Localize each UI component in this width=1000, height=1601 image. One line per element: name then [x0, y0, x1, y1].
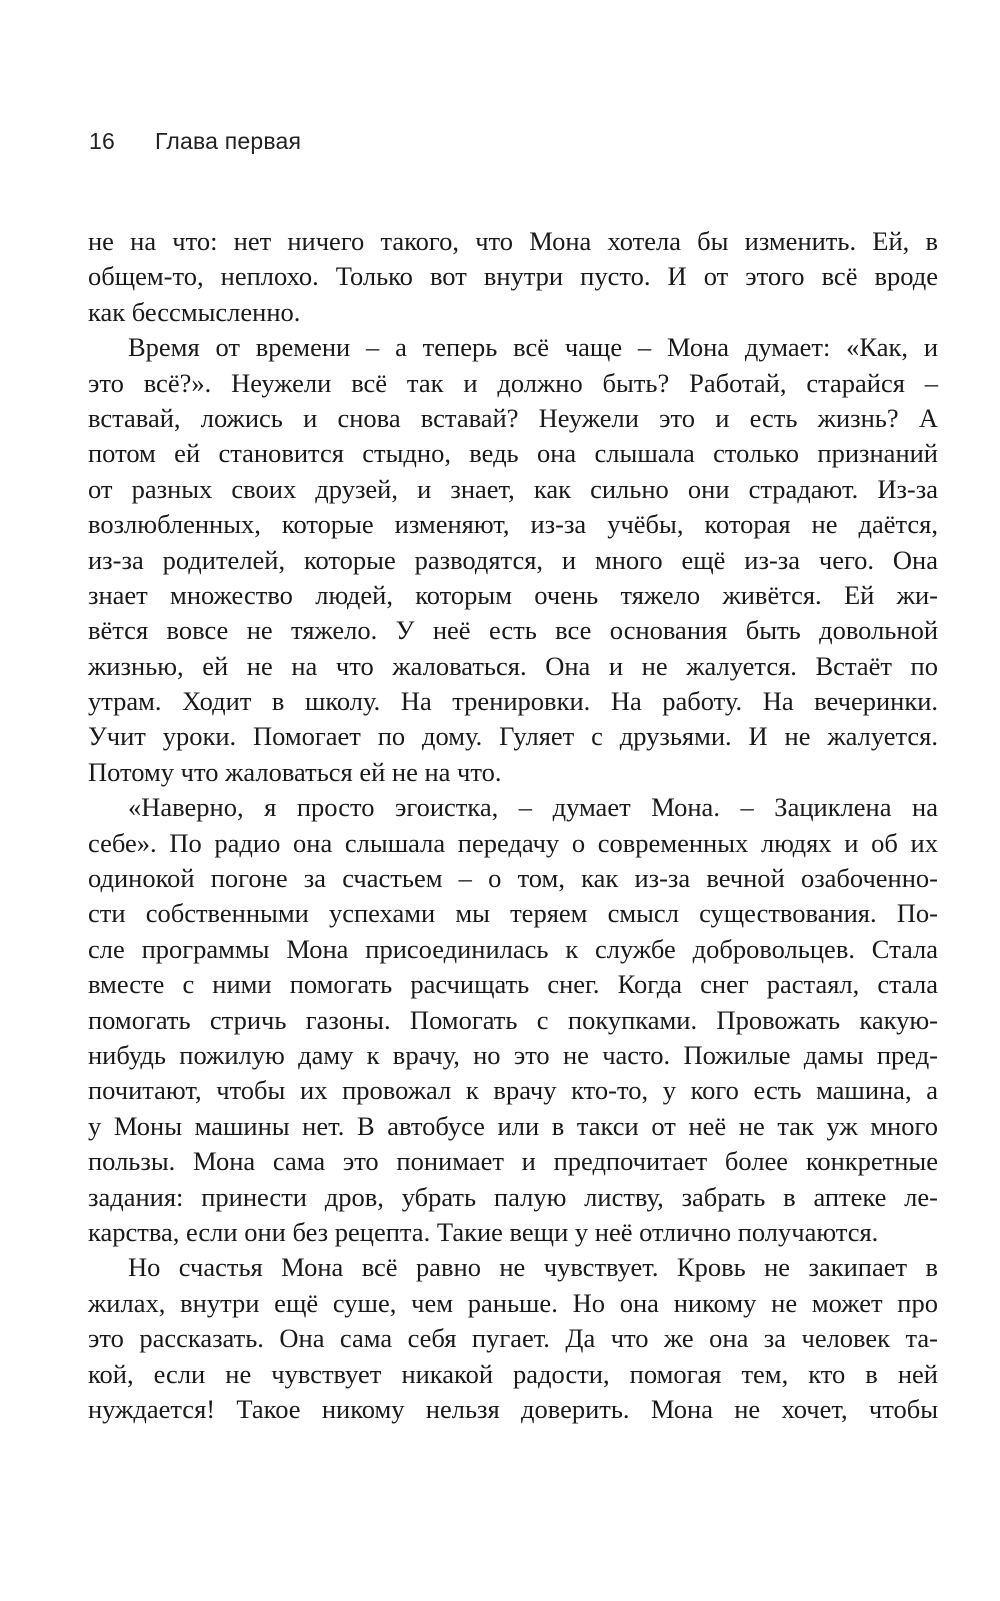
text-line: вставай, ложись и снова вставай? Неужели это и есть жизнь? А	[88, 402, 938, 433]
chapter-title: Глава первая	[155, 128, 302, 154]
text-line: жизнью, ей не на что жаловаться. Она и не жалуется. Встаёт по	[88, 650, 938, 681]
body-text	[88, 224, 938, 1427]
text-line: знает множество людей, которым очень тяжело живётся. Ей жи-	[88, 579, 938, 610]
text-line: задания: принести дров, убрать палую листву, забрать в аптеке ле-	[88, 1181, 938, 1212]
text-line: себе». По радио она слышала передачу о современных людях и об их	[88, 827, 938, 858]
text-line: сле программы Мона присоединилась к службе добровольцев. Стала	[88, 933, 938, 964]
text-line: сти собственными успехами мы теряем смысл существования. По-	[88, 898, 938, 929]
text-line: жилах, внутри ещё суше, чем раньше. Но она никому не может про	[88, 1287, 938, 1318]
text-line: Но счастья Мона всё равно не чувствует. Кровь не закипает в	[128, 1252, 938, 1283]
page-number: 16	[89, 128, 115, 154]
text-line: вётся вовсе не тяжело. У неё есть все основания быть довольной	[88, 615, 938, 646]
text-line: потом ей становится стыдно, ведь она слышала столько признаний	[88, 438, 938, 469]
text-line: пользы. Мона сама это понимает и предпочитает более конкретные	[88, 1146, 938, 1177]
text-line: это всё?». Неужели всё так и должно быть? Работай, старайся –	[88, 367, 938, 398]
text-line: не на что: нет ничего такого, что Мона хотела бы изменить. Ей, в	[88, 226, 938, 256]
text-line: у Моны машины нет. В автобусе или в такси от неё не так уж много	[88, 1110, 938, 1141]
running-head	[89, 128, 301, 155]
text-line: кой, если не чувствует никакой радости, помогая тем, кто в ней	[88, 1358, 938, 1389]
text-line: почитают, чтобы их провожал к врачу кто-то, у кого есть машина, а	[88, 1075, 938, 1106]
text-line: как бессмысленно.	[88, 296, 301, 327]
text-line: помогать стричь газоны. Помогать с покупками. Провожать какую-	[88, 1004, 938, 1035]
text-line: нибудь пожилую даму к врачу, но это не часто. Пожилые дамы пред-	[88, 1039, 938, 1070]
text-line: «Наверно, я просто эгоистка, – думает Мона. – Зациклена на	[128, 792, 938, 823]
text-line: утрам. Ходит в школу. На тренировки. На работу. На вечеринки.	[88, 686, 938, 717]
text-line: карства, если они без рецепта. Такие вещи у неё отлично получаются.	[88, 1216, 879, 1247]
text-line: одинокой погоне за счастьем – о том, как из-за вечной озабоченно-	[88, 863, 938, 894]
text-line: это рассказать. Она сама себя пугает. Да что же она за человек та-	[88, 1323, 938, 1354]
text-line: вместе с ними помогать расчищать снег. Когда снег растаял, стала	[88, 969, 938, 1000]
text-line: Потому что жаловаться ей не на что.	[88, 756, 502, 787]
text-line: Учит уроки. Помогает по дому. Гуляет с друзьями. И не жалуется.	[88, 721, 938, 752]
text-line: Время от времени – а теперь всё чаще – Мона думает: «Как, и	[128, 332, 938, 363]
text-line: общем-то, неплохо. Только вот внутри пусто. И от этого всё вроде	[88, 261, 938, 292]
text-line: из-за родителей, которые разводятся, и много ещё из-за чего. Она	[88, 544, 938, 575]
text-line: возлюбленных, которые изменяют, из-за учёбы, которая не даётся,	[88, 509, 938, 540]
text-line: нуждается! Такое никому нельзя доверить. Мона не хочет, чтобы	[88, 1393, 938, 1424]
text-line: от разных своих друзей, и знает, как сильно они страдают. Из-за	[88, 473, 938, 504]
